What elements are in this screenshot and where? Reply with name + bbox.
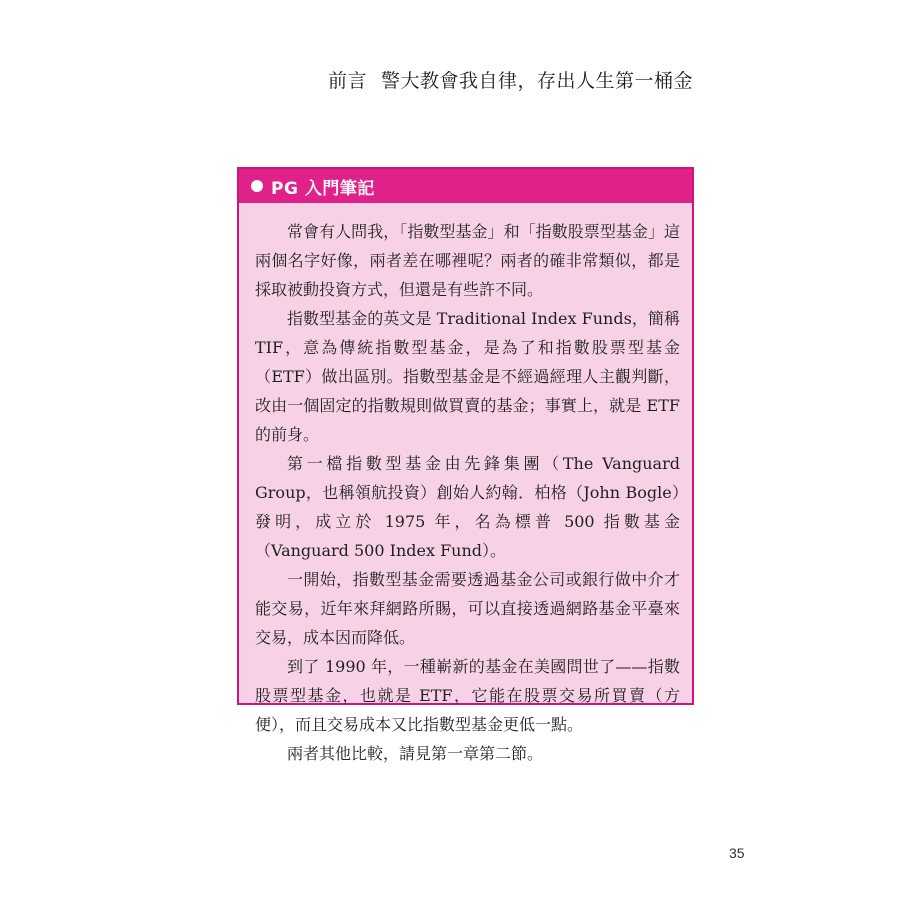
note-paragraph-3: 第一檔指數型基金由先鋒集團（The Vanguard Group，也稱領航投資）創始人約翰．柏格（John Bogle）發明，成立於 1975 年，名為標普 500 指數基金（Vanguard 500 Index Fund）。 [255,454,680,560]
header-title: 警大教會我自律，存出人生第一桶金 [380,70,693,92]
note-body [239,203,692,768]
note-paragraph-5: 到了 1990 年，一種嶄新的基金在美國問世了——指數股票型基金，也就是 ETF，它能在股票交易所買賣（方便），而且交易成本又比指數型基金更低一點。 [255,657,680,734]
bullet-dot-icon [251,180,263,192]
note-paragraph-4: 一開始，指數型基金需要透過基金公司或銀行做中介才能交易，近年來拜網路所賜，可以直接透過網路基金平臺來交易，成本因而降低。 [255,570,680,647]
page-number: 35 [729,845,745,861]
header-chapter: 前言 [327,70,367,92]
note-paragraph-1: 常會有人問我，「指數型基金」和「指數股票型基金」這兩個名字好像，兩者差在哪裡呢？兩者的確非常類似，都是採取被動投資方式，但還是有些許不同。 [255,222,680,299]
note-box [237,167,694,763]
note-paragraph-6: 兩者其他比較，請見第一章第二節。 [287,744,544,763]
running-header [328,66,693,93]
note-title: PG 入門筆記 [271,178,375,199]
note-header [239,169,692,203]
note-paragraph-2: 指數型基金的英文是 Traditional Index Funds，簡稱 TIF，意為傳統指數型基金，是為了和指數股票型基金（ETF）做出區別。指數型基金是不經過經理人主觀判斷，改由一個固定的指數規則做買賣的基金；事實上，就是 ETF 的前身。 [255,309,680,444]
